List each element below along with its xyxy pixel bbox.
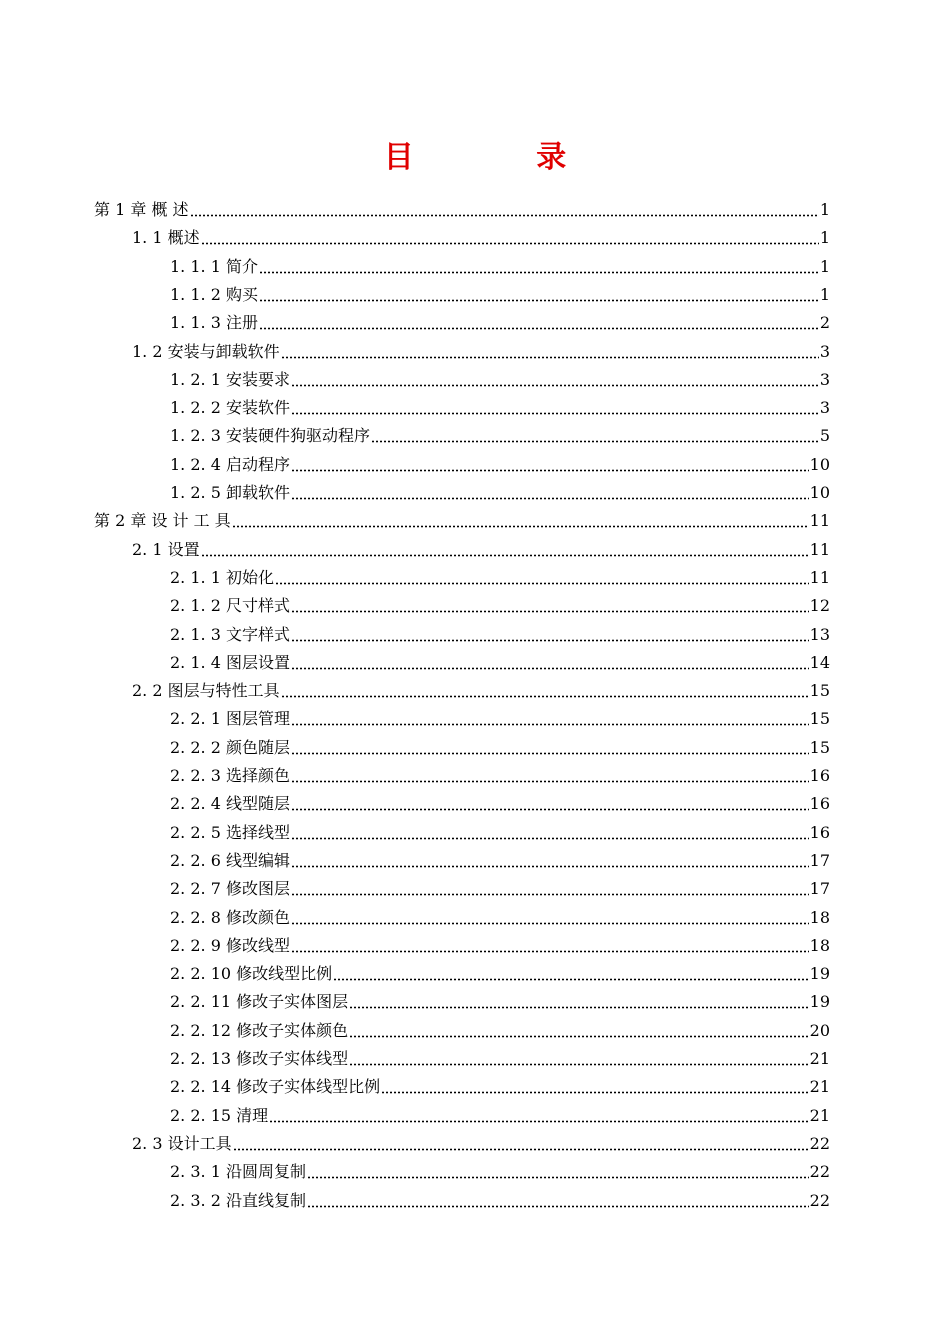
dot-leader xyxy=(291,824,809,840)
toc-title: 目 录 xyxy=(383,140,623,175)
dot-leader xyxy=(291,909,809,925)
toc-entry-page-number: 22 xyxy=(809,1162,830,1182)
toc-entry-page-number: 5 xyxy=(819,426,830,446)
toc-entry-page-number: 1 xyxy=(819,228,830,248)
toc-entry[interactable] xyxy=(170,621,830,645)
toc-entry-label: 2. 2. 4 线型随层 xyxy=(170,794,290,814)
dot-leader xyxy=(307,1163,809,1179)
toc-entry[interactable] xyxy=(132,224,830,248)
dot-leader xyxy=(333,965,808,981)
toc-entry-label: 2. 1. 2 尺寸样式 xyxy=(170,596,290,616)
toc-entry[interactable] xyxy=(170,1158,830,1182)
toc-entry-label: 第 2 章 设 计 工 具 xyxy=(94,511,231,531)
toc-entry[interactable] xyxy=(170,649,830,673)
toc-entry-label: 1. 2. 3 安装硬件狗驱动程序 xyxy=(170,426,370,446)
toc-entry-page-number: 19 xyxy=(809,964,830,984)
toc-entry[interactable] xyxy=(170,762,830,786)
dot-leader xyxy=(291,937,809,953)
toc-entry[interactable] xyxy=(170,875,830,899)
toc-entry-label: 1. 2. 4 启动程序 xyxy=(170,454,290,474)
dot-leader xyxy=(291,852,809,868)
toc-entry-label: 1. 1. 3 注册 xyxy=(170,313,258,333)
toc-entry-label: 2. 2. 10 修改线型比例 xyxy=(170,964,333,984)
toc-entry[interactable] xyxy=(132,1130,830,1154)
toc-entry-page-number: 16 xyxy=(809,822,830,842)
toc-entry[interactable] xyxy=(170,281,830,305)
toc-entry[interactable] xyxy=(170,734,830,758)
toc-entry-label: 1. 2. 1 安装要求 xyxy=(170,369,290,389)
toc-entry[interactable] xyxy=(170,932,830,956)
dot-leader xyxy=(291,739,809,755)
toc-entry[interactable] xyxy=(170,253,830,277)
dot-leader xyxy=(275,569,809,585)
toc-entry-page-number: 1 xyxy=(819,200,830,219)
dot-leader xyxy=(259,286,819,302)
toc-entry-page-number: 15 xyxy=(809,681,830,701)
dot-leader xyxy=(259,314,819,330)
toc-entry-label: 1. 1. 2 购买 xyxy=(170,284,258,304)
toc-entry-page-number: 12 xyxy=(809,596,830,616)
toc-entry[interactable] xyxy=(170,479,830,503)
toc-entry-page-number: 21 xyxy=(809,1105,830,1125)
toc-entry[interactable] xyxy=(170,394,830,418)
dot-leader xyxy=(259,258,819,274)
toc-entry[interactable] xyxy=(94,507,830,531)
dot-leader xyxy=(201,541,809,557)
toc-entry[interactable] xyxy=(170,847,830,871)
dot-leader xyxy=(381,1078,808,1094)
dot-leader xyxy=(291,795,809,811)
toc-entry-label: 1. 1. 1 简介 xyxy=(170,256,258,276)
toc-entry-label: 1. 1 概述 xyxy=(132,228,200,248)
toc-entry-label: 2. 2. 11 修改子实体图层 xyxy=(170,992,349,1012)
dot-leader xyxy=(291,456,809,472)
toc-entry-page-number: 18 xyxy=(809,935,830,955)
toc-entry-page-number: 11 xyxy=(809,539,830,559)
toc-entry[interactable] xyxy=(170,705,830,729)
dot-leader xyxy=(291,399,819,415)
dot-leader xyxy=(291,880,809,896)
toc-entry-label: 2. 2. 8 修改颜色 xyxy=(170,907,290,927)
dot-leader xyxy=(281,682,809,698)
toc-entry-page-number: 16 xyxy=(809,766,830,785)
toc-entry[interactable] xyxy=(170,366,830,390)
toc-entry-page-number: 11 xyxy=(809,567,830,587)
toc-entry[interactable] xyxy=(170,564,830,588)
dot-leader xyxy=(291,767,809,783)
dot-leader xyxy=(201,229,819,245)
toc-entry[interactable] xyxy=(170,1187,830,1211)
toc-entry-page-number: 17 xyxy=(809,850,830,870)
toc-entry[interactable] xyxy=(132,536,830,560)
toc-entry-label: 2. 1. 1 初始化 xyxy=(170,567,274,587)
toc-entry[interactable] xyxy=(170,1045,830,1069)
toc-entry-label: 2. 1 设置 xyxy=(132,539,200,559)
toc-entry-page-number: 19 xyxy=(809,992,830,1012)
dot-leader xyxy=(281,343,819,359)
toc-entry-page-number: 22 xyxy=(809,1190,830,1210)
toc-entry-page-number: 18 xyxy=(809,907,830,927)
toc-entry[interactable] xyxy=(170,790,830,814)
dot-leader xyxy=(349,1022,808,1038)
toc-entry-label: 2. 2. 7 修改图层 xyxy=(170,879,290,899)
dot-leader xyxy=(371,427,819,443)
dot-leader xyxy=(291,597,809,613)
toc-entry[interactable] xyxy=(170,592,830,616)
toc-entry-page-number: 17 xyxy=(809,879,830,899)
dot-leader xyxy=(190,201,819,217)
dot-leader xyxy=(291,484,809,500)
toc-entry-page-number: 11 xyxy=(809,511,830,531)
toc-entry[interactable] xyxy=(170,1073,830,1097)
toc-entry-page-number: 3 xyxy=(819,341,830,361)
dot-leader xyxy=(291,626,809,642)
toc-entry-label: 1. 2. 5 卸载软件 xyxy=(170,483,290,502)
toc-entry[interactable] xyxy=(170,988,830,1012)
toc-entry-page-number: 1 xyxy=(819,284,830,304)
toc-entry-label: 2. 2 图层与特性工具 xyxy=(132,681,280,701)
toc-entry-page-number: 13 xyxy=(809,624,830,644)
dot-leader xyxy=(307,1192,809,1208)
dot-leader xyxy=(269,1107,808,1123)
toc-entry[interactable] xyxy=(170,819,830,843)
toc-entry-label: 2. 2. 1 图层管理 xyxy=(170,709,290,729)
toc-entry-label: 2. 1. 3 文字样式 xyxy=(170,624,290,644)
toc-entry-label: 2. 1. 4 图层设置 xyxy=(170,652,290,672)
dot-leader xyxy=(232,512,809,528)
toc-entry[interactable] xyxy=(94,196,830,220)
toc-entry-label: 第 1 章 概 述 xyxy=(94,200,189,219)
toc-entry-page-number: 21 xyxy=(809,1077,830,1097)
toc-entry-label: 2. 2. 9 修改线型 xyxy=(170,935,290,955)
toc-entry-label: 2. 3. 1 沿圆周复制 xyxy=(170,1162,306,1182)
toc-entry-label: 2. 2. 12 修改子实体颜色 xyxy=(170,1020,349,1040)
toc-entry-page-number: 16 xyxy=(809,794,830,814)
toc-entry-page-number: 15 xyxy=(809,709,830,729)
toc-entry-page-number: 10 xyxy=(809,483,830,502)
toc-entry[interactable] xyxy=(170,451,830,475)
toc-entry-label: 2. 2. 5 选择线型 xyxy=(170,822,290,842)
toc-entry-page-number: 1 xyxy=(819,256,830,276)
toc-entry-page-number: 3 xyxy=(819,398,830,418)
toc-entry-page-number: 22 xyxy=(809,1133,830,1153)
toc-entry-label: 2. 2. 2 颜色随层 xyxy=(170,737,290,757)
toc-entry[interactable] xyxy=(170,422,830,446)
toc-entry-page-number: 20 xyxy=(809,1020,830,1040)
toc-entry-label: 2. 2. 3 选择颜色 xyxy=(170,766,290,785)
toc-entry-label: 2. 2. 6 线型编辑 xyxy=(170,850,290,870)
toc-entry-label: 2. 2. 14 修改子实体线型比例 xyxy=(170,1077,381,1097)
toc-entry-page-number: 3 xyxy=(819,369,830,389)
dot-leader xyxy=(291,371,819,387)
dot-leader xyxy=(233,1135,809,1151)
dot-leader xyxy=(291,710,809,726)
toc-entry-page-number: 15 xyxy=(809,737,830,757)
dot-leader xyxy=(349,993,808,1009)
toc-entry-label: 1. 2 安装与卸载软件 xyxy=(132,341,280,361)
dot-leader xyxy=(291,654,809,670)
toc-entry[interactable] xyxy=(170,904,830,928)
toc-entry[interactable] xyxy=(132,677,830,701)
toc-entry-page-number: 2 xyxy=(819,313,830,333)
toc-entry[interactable] xyxy=(170,1102,830,1126)
toc-entry[interactable] xyxy=(170,960,830,984)
toc-entry-page-number: 21 xyxy=(809,1049,830,1068)
toc-entry[interactable] xyxy=(170,309,830,333)
toc-entry-label: 2. 3. 2 沿直线复制 xyxy=(170,1190,306,1210)
toc-entry-page-number: 14 xyxy=(809,652,830,672)
toc-entry-label: 1. 2. 2 安装软件 xyxy=(170,398,290,418)
toc-entry[interactable] xyxy=(132,338,830,362)
toc-entry[interactable] xyxy=(170,1017,830,1041)
dot-leader xyxy=(349,1050,808,1066)
toc-entry-label: 2. 2. 15 清理 xyxy=(170,1105,269,1125)
toc-entry-page-number: 10 xyxy=(809,454,830,474)
toc-entry-label: 2. 2. 13 修改子实体线型 xyxy=(170,1049,349,1068)
toc-entry-label: 2. 3 设计工具 xyxy=(132,1133,232,1153)
